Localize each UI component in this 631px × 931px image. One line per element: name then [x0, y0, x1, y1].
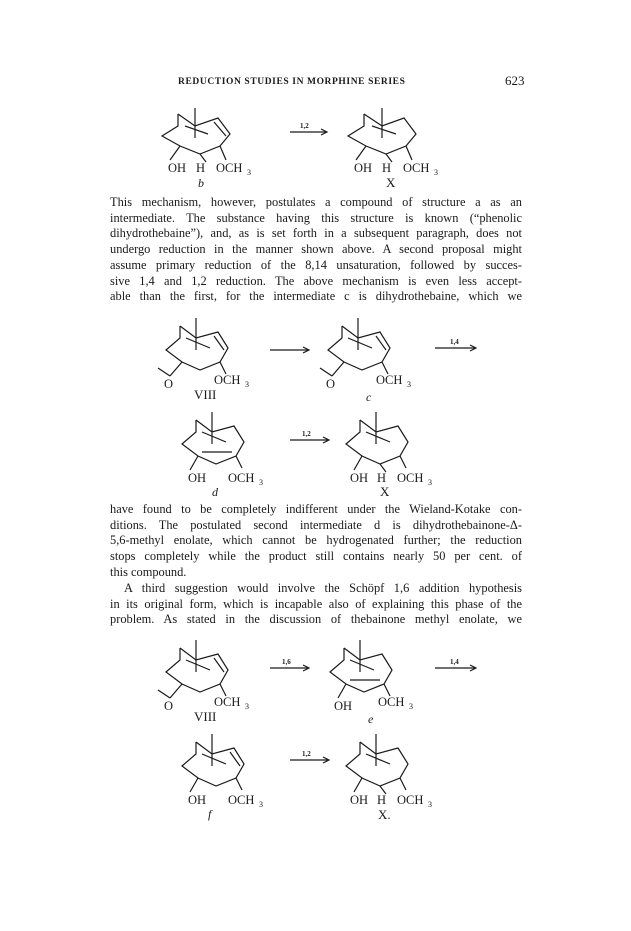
arrow-label: 1,4	[450, 658, 459, 666]
structure-viii	[158, 318, 249, 402]
o-atom: O	[326, 377, 336, 391]
oh-group: OH	[350, 471, 369, 485]
subscript-3: 3	[428, 478, 432, 487]
reaction-arrow-1-4	[435, 658, 476, 671]
arrow-label: 1,6	[282, 658, 291, 666]
text-line: problem. As stated in the discussion of thebainone methyl enolate, we	[110, 612, 522, 627]
h-atom: H	[377, 471, 387, 485]
compound-label-b: b	[198, 176, 204, 190]
oh-group: OH	[354, 161, 373, 175]
reaction-arrow-1-6	[270, 658, 309, 671]
subscript-3: 3	[407, 380, 411, 389]
h-atom: H	[382, 161, 392, 175]
structure-b	[162, 108, 251, 190]
oh-group: OH	[168, 161, 187, 175]
arrow-label: 1,4	[450, 338, 459, 346]
structure-x	[346, 734, 432, 822]
compound-label-x: X.	[378, 807, 391, 822]
structure-viii	[158, 640, 249, 724]
structure-c	[320, 318, 411, 404]
arrow-label: 1,2	[302, 430, 311, 438]
h-atom: H	[196, 161, 206, 175]
reaction-scheme-2	[110, 310, 522, 496]
text-line: 5,6-methyl enolate, which cannot be hydrogenated further; the reduction	[110, 533, 522, 548]
subscript-3: 3	[245, 702, 249, 711]
reaction-arrow-1-2	[290, 430, 329, 443]
och3-group: OCH	[376, 373, 403, 387]
subscript-3: 3	[259, 478, 263, 487]
subscript-3: 3	[245, 380, 249, 389]
arrow-label: 1,2	[300, 122, 309, 130]
och3-group: OCH	[397, 793, 424, 807]
text-line: dihydrothebaine”), and, as is set forth in a subsequent paragraph, does not	[110, 226, 522, 241]
reaction-arrow-1-2	[290, 122, 327, 135]
reaction-arrow	[270, 347, 309, 353]
o-atom: O	[164, 699, 174, 713]
paragraph-3	[110, 581, 522, 628]
h-atom: H	[377, 793, 387, 807]
text-line: stops completely while the product still contains nearly 50 per cent. of	[110, 549, 522, 564]
structure-d	[182, 412, 263, 496]
text-line: A third suggestion would involve the Schöpf 1,6 addition hypothesis	[124, 581, 522, 595]
subscript-3: 3	[428, 800, 432, 809]
och3-group: OCH	[214, 695, 241, 709]
running-header	[0, 73, 631, 93]
paragraph-2	[110, 502, 522, 581]
text-line: undergo reduction in the manner shown above. A second proposal might	[110, 242, 522, 257]
reaction-arrow-1-2	[290, 750, 329, 763]
oh-group: OH	[188, 793, 207, 807]
och3-group: OCH	[228, 793, 255, 807]
reaction-scheme-3	[110, 632, 522, 822]
och3-group: OCH	[216, 161, 243, 175]
compound-label-x: X	[386, 175, 396, 190]
subscript-3: 3	[434, 168, 438, 177]
structure-f	[182, 734, 263, 821]
running-title: REDUCTION STUDIES IN MORPHINE SERIES	[178, 77, 406, 87]
reaction-arrow-1-4	[435, 338, 476, 351]
text-line: able than the first, for the intermediate c is dihydrothebaine, which we	[110, 289, 522, 304]
structure-e	[330, 640, 413, 726]
text-line: intermediate. The substance having this structure is known (“phenolic	[110, 210, 522, 225]
subscript-3: 3	[409, 702, 413, 711]
compound-label-d: d	[212, 485, 218, 496]
och3-group: OCH	[214, 373, 241, 387]
text-line: This mechanism, however, postulates a compound of structure a as an	[110, 195, 522, 209]
structure-x	[346, 412, 432, 496]
compound-label-x: X	[380, 484, 390, 496]
arrow-label: 1,2	[302, 750, 311, 758]
compound-label-e: e	[368, 712, 374, 726]
text-line: ditions. The postulated second intermediate d is dihydrothebainone-Δ-	[110, 517, 522, 532]
paragraph-1	[110, 195, 522, 305]
compound-label-viii: VIII	[194, 387, 217, 402]
text-line: this compound.	[110, 564, 187, 579]
o-atom: O	[164, 377, 174, 391]
oh-group: OH	[188, 471, 207, 485]
subscript-3: 3	[247, 168, 251, 177]
oh-group: OH	[350, 793, 369, 807]
och3-group: OCH	[403, 161, 430, 175]
text-line: assume primary reduction of the 8,14 unsaturation, followed by succes-	[110, 257, 522, 272]
och3-group: OCH	[378, 695, 405, 709]
text-line: sive 1,4 and 1,2 reduction. The above mechanism is even less accept-	[110, 273, 522, 288]
compound-label-f: f	[208, 807, 212, 821]
oh-group: OH	[334, 699, 353, 713]
och3-group: OCH	[228, 471, 255, 485]
text-line: in its original form, which is incapable also of explaining this phase of the	[110, 596, 522, 611]
text-line: have found to be completely indifferent under the Wieland-Kotake con-	[110, 502, 522, 516]
compound-label-c: c	[366, 390, 372, 404]
compound-label-viii: VIII	[194, 709, 217, 724]
och3-group: OCH	[397, 471, 424, 485]
structure-x	[348, 108, 438, 190]
reaction-scheme-1	[110, 98, 522, 190]
subscript-3: 3	[259, 800, 263, 809]
page-number: 623	[505, 73, 525, 88]
